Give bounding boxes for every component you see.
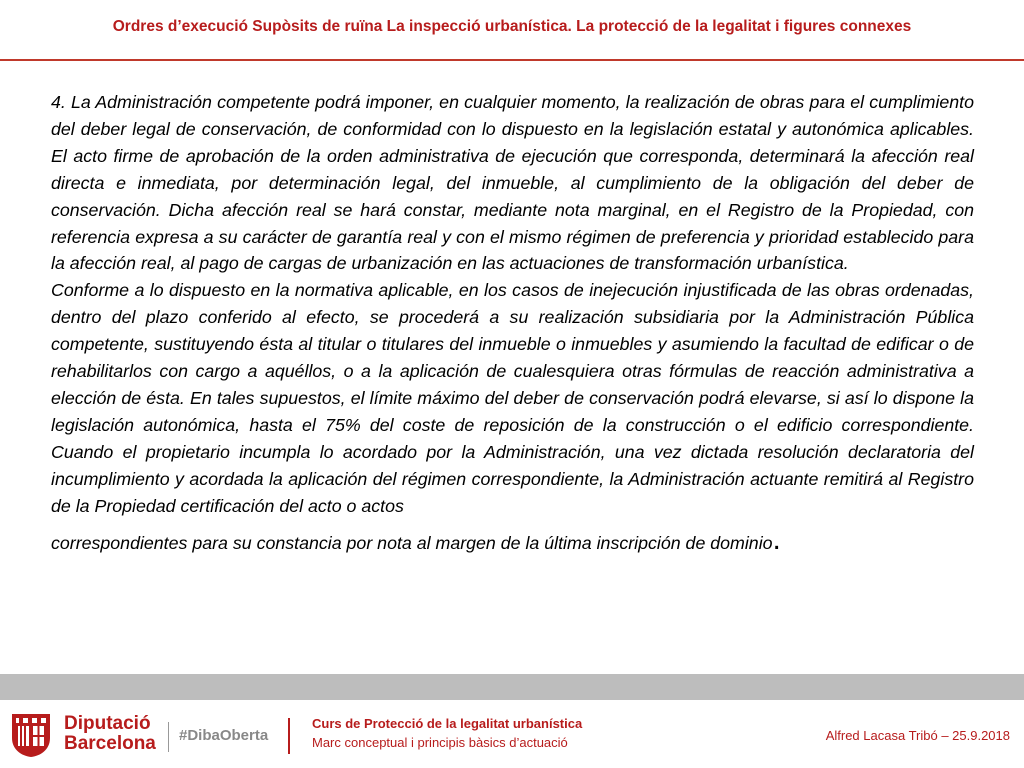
diputacio-barcelona-logo xyxy=(64,714,156,754)
slide-header xyxy=(0,0,1024,60)
slide-body xyxy=(51,89,974,556)
body-final-period: . xyxy=(772,522,781,556)
footer-divider-accent xyxy=(288,718,290,754)
header-divider xyxy=(0,59,1024,61)
course-subtitle: Marc conceptual i principis bàsics d’actuació xyxy=(312,735,568,750)
course-title: Curs de Protecció de la legalitat urbanística xyxy=(312,716,583,731)
body-paragraph-1: 4. La Administración competente podrá imponer, en cualquier momento, la realización de obras para el cumplimiento del deber legal de conservación, de conformidad con lo dispuesto en la legislación estatal y autonómica aplicables. El acto firme de aprobación de la orden administrativa de ejecución que corresponda, determinará la afección real directa e inmediata, por determinación legal, del inmueble, al cumplimiento de la obligación del deber de conservación. Dicha afección real se hará constar, mediante nota marginal, en el Registro de la Propiedad, con referencia expresa a su carácter de garantía real y con el mismo régimen de preferencia y prioridad establecido para la afección real, al pago de cargas de urbanización en las actuaciones de transformación urbanística. xyxy=(51,92,974,274)
slide-title: Ordres d’execució Supòsits de ruïna La inspecció urbanística. La protecció de la legalitat i figures connexes xyxy=(112,18,912,35)
body-paragraph-2: Conforme a lo dispuesto en la normativa aplicable, en los casos de inejecución injustificada de las obras ordenadas, dentro del plazo conferido al efecto, se procederá a su realización subsidiaria por la Administración Pública competente, sustituyendo ésta al titular o titulares del inmueble o inmuebles y asumiendo la facultad de edificar o de rehabilitarlos con cargo a aquéllos, o a la aplicación de cualesquiera otras fórmulas de reacción administrativa a elección de ésta. En tales supuestos, el límite máximo del deber de conservación podrá elevarse, si así lo dispone la legislación autonómica, hasta el 75% del coste de reposición de la construcción o el edificio correspondiente. Cuando el propietario incumpla lo acordado por la Administración, una vez dictada resolución declaratoria del incumplimiento y acordada la aplicación del régimen correspondiente, la Administración actuante remitirá al Registro de la Propiedad certificación del acto o actos xyxy=(51,280,974,516)
footer-divider xyxy=(168,722,169,752)
hashtag-label: #DibaOberta xyxy=(179,727,269,744)
author-date: Alfred Lacasa Tribó – 25.9.2018 xyxy=(825,728,1010,743)
diputacio-barcelona-emblem-icon xyxy=(10,712,52,758)
body-last-line xyxy=(51,522,974,557)
logo-line-2: Barcelona xyxy=(64,733,156,754)
body-last-line-text: correspondientes para su constancia por nota al margen de la última inscripción de dominio xyxy=(51,532,773,553)
logo-line-1: Diputació xyxy=(64,713,151,734)
footer-band xyxy=(0,674,1024,700)
slide-footer xyxy=(0,700,1024,768)
